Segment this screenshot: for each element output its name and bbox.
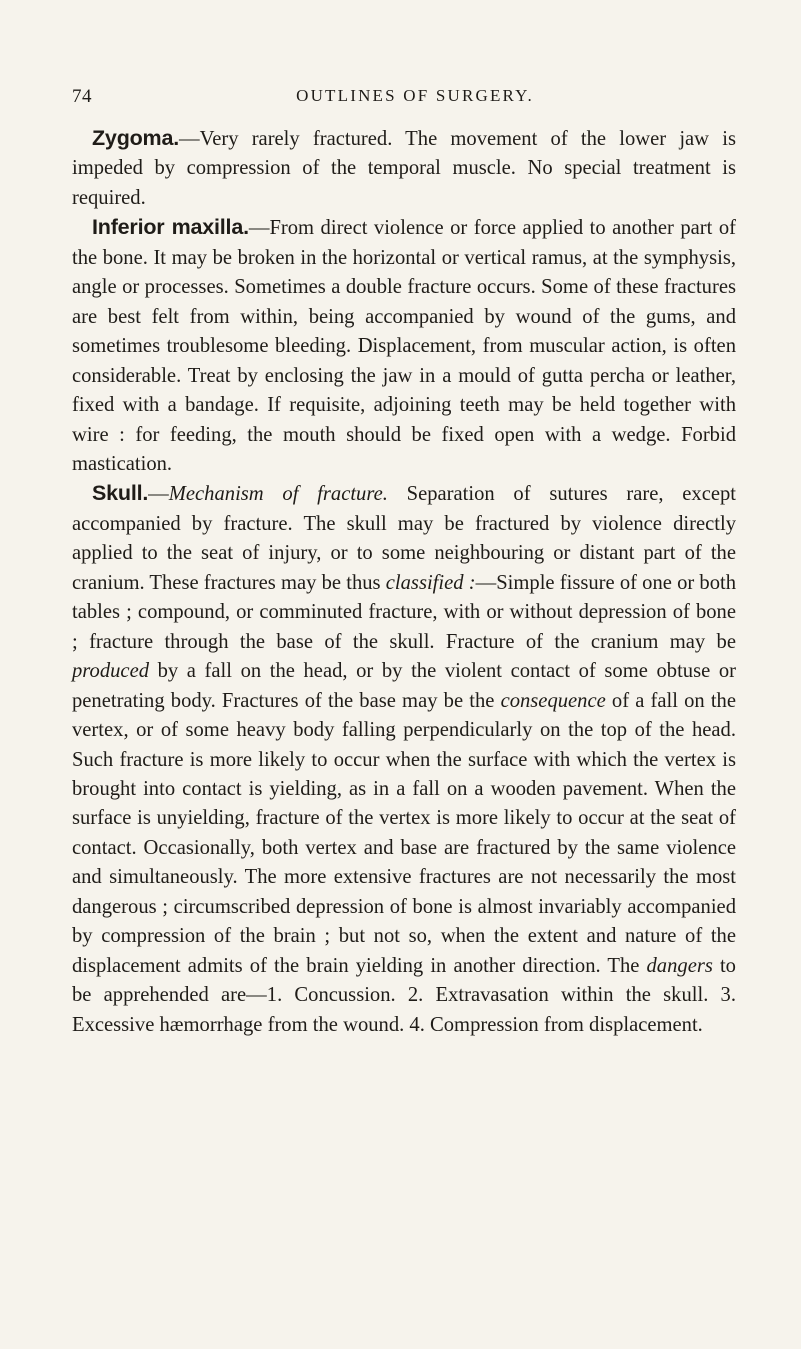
running-head — [72, 86, 732, 110]
italic-dangers: dangers — [646, 954, 713, 977]
italic-classified: classified : — [385, 571, 476, 594]
paragraph-skull — [72, 479, 736, 1040]
heading-skull: Skull. — [92, 481, 149, 506]
paragraph-zygoma — [72, 124, 736, 213]
body-text — [72, 124, 736, 1040]
text-skull-4: of a fall on the vertex, or of some heavy body falling perpendicularly on the top of the head. Such fracture is more likely to occur when the surface with which the vertex is brought into contact is yielding, as in a fall on a wooden pavement. When the surface is unyielding, fracture of the vertex is more likely to occur at the seat of contact. Occasionally, both vertex and base are fractured by the same violence and simultaneously. The more extensive fractures are not necessarily the most dangerous ; circumscribed depression of bone is almost invariably accompanied by compression of the brain ; but not so, when the extent and nature of the displacement admits of the brain yielding in another direction. The — [72, 689, 736, 977]
italic-produced: produced — [72, 660, 150, 683]
heading-zygoma: Zygoma. — [92, 126, 180, 150]
page-number: 74 — [72, 86, 92, 107]
text-inferior-maxilla: —From direct violence or force applied to another part of the bone. It may be broken in the horizontal or vertical ramus, at the symphysis, angle or processes. Sometimes a double fracture occurs. Some of these fractures are best felt from within, being accompanied by wound of the gums, and sometimes troublesome bleeding. Displacement, from muscular action, is often considerable. Treat by enclosing the jaw in a mould of gutta percha or leather, fixed with a bandage. If requisite, adjoining teeth may be held together with wire : for feeding, the mouth should be fixed open with a wedge. Forbid mastication. — [72, 217, 736, 475]
text-skull-5: to be apprehended are—1. Concussion. 2. Extravasation within the skull. 3. Excessive hæmorrhage from the wound. 4. Compression from displacement. — [72, 954, 736, 1036]
paragraph-inferior-maxilla — [72, 213, 736, 479]
running-title: OUTLINES OF SURGERY. — [296, 86, 534, 105]
italic-consequence: consequence — [500, 689, 606, 712]
text-zygoma: —Very rarely fractured. The movement of the lower jaw is impeded by compression of the temporal muscle. No special treatment is required. — [72, 128, 736, 209]
text-skull-1: Separation of sutures rare, except accompanied by fracture. The skull may be fractured by violence directly applied to the seat of injury, or to some neighbouring or distant part of the cranium. These fractures may be thus — [72, 483, 736, 594]
text-skull-2: —Simple fissure of one or both tables ; compound, or comminuted fracture, with or without depression of bone ; fracture through the base of the skull. Fracture of the cranium may be — [72, 571, 737, 653]
skull-dash: — — [148, 483, 169, 506]
italic-mechanism: Mechanism of fracture. — [168, 483, 388, 506]
text-skull-3: by a fall on the head, or by the violent contact of some obtuse or penetrating body. Fractures of the base may be the — [72, 660, 736, 712]
heading-inferior-maxilla: Inferior maxilla. — [92, 215, 249, 240]
